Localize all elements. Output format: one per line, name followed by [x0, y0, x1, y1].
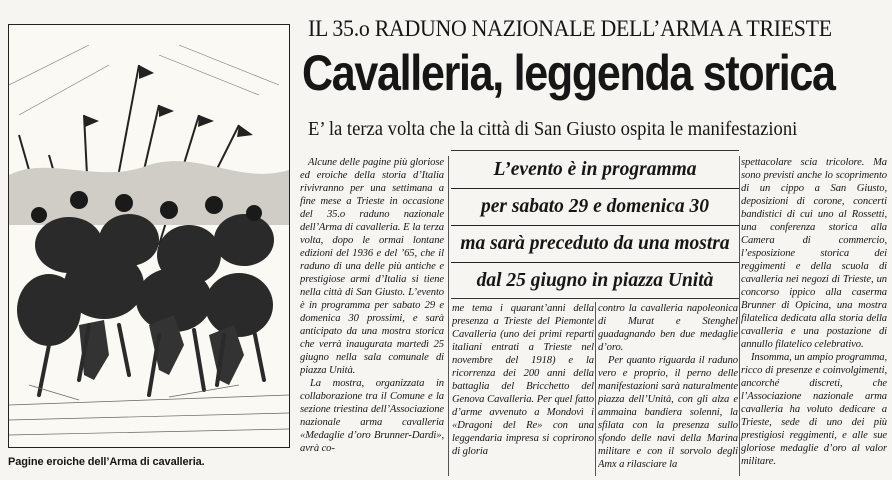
- highlight-bottom-rule: [451, 298, 739, 299]
- pull-quote-line: ma sarà preceduto da una mostra: [451, 226, 739, 263]
- article-column-4: [741, 156, 887, 480]
- column-paragraph: me tema i quarant’anni della presenza a Trieste del Piemonte Cavalleria (uno dei primi reparti italiani entrati a Trieste nel novembre del 1918) e la ricorrenza dei 200 anni della battaglia del Bricchetto del Genova Cavalleria. Per quel fatto d’arme avvenuto a Mondovì i «Dragoni del Re» con una leggendaria impresa si coprirono di gloria: [452, 303, 594, 457]
- column-paragraph: La mostra, organizzata in collaborazione tra il Comune e la sezione triestina dell’Associazione nazionale arma cavalleria «Medaglie d’oro Brunner-Dardi», avrà co-: [300, 378, 444, 454]
- pull-quote-line: dal 25 giugno in piazza Unità: [476, 270, 714, 291]
- pull-quote-box: [451, 152, 739, 298]
- photo-caption: Pagine eroiche dell’Arma di cavalleria.: [8, 456, 205, 468]
- column-divider: [739, 156, 740, 476]
- pull-quote-line: per sabato 29 e domenica 30: [451, 189, 739, 226]
- cavalry-charge-drawing: [9, 25, 289, 447]
- article-column-1: [300, 156, 444, 480]
- column-divider: [595, 302, 596, 476]
- article-column-2: [452, 302, 594, 480]
- article-column-3: [598, 302, 738, 480]
- column-paragraph: Insomma, un ampio programma, ricco di presenze e coinvolgimenti, ancorché discreti, che l’Associazione nazionale arma cavalleria ha voluto dedicare a Trieste, sede di uno dei più prestigiosi reggimenti, e alle sue gloriose medaglie d’oro al valor militare.: [741, 352, 887, 467]
- column-paragraph: Alcune delle pagine più gloriose ed eroiche della storia d’Italia rivivranno per una settimana a fine mese a Trieste in occasione del 35.o raduno nazionale dell’Arma di cavalleria. E la terza volta, dopo le ormai lontane edizioni del 1936 e del ’65, che il raduno di una delle più antiche e prestigiose armi d’Italia si tiene nella città di San Giusto. L’evento è in programma per sabato 29 e domenica 30 prossimi, e sarà anticipato da una mostra storica che verrà inaugurata martedì 25 giugno nella sala comunale di piazza Unità.: [300, 157, 444, 376]
- article-headline: Cavalleria, leggenda storica: [302, 45, 835, 101]
- column-paragraph: spettacolare scia tricolore. Ma sono previsti anche lo scoprimento di un cippo a San Giusto, deposizioni di corone, concerti bandistici di cui uno al Rossetti, una conferenza storica alla Camera di commercio, l’esposizione storica dei reggimenti e della scuola di cavalleria nei negozi di Trieste, un concorso ippico alla caserma Brunner di Opicina, una mostra filatelica dedicata alla storia della cavalleria e una postazione di annullo filatelico celebrativo.: [741, 157, 887, 350]
- article-kicker: IL 35.o RADUNO NAZIONALE DELL’ARMA A TRIESTE: [308, 16, 832, 41]
- column-divider: [448, 156, 449, 476]
- article-deck: E’ la terza volta che la città di San Giusto ospita le manifestazioni: [308, 118, 798, 140]
- column-paragraph: Per quanto riguarda il raduno vero e proprio, il perno delle manifestazioni sarà naturalmente piazza dell’Unità, con gli alza e ammaina bandiera solenni, la sfilata con la presenza sullo sfondo delle navi della Marina militare e con il sorvolo degli Amx a rilasciare la: [598, 355, 738, 470]
- highlight-top-rule: [451, 150, 739, 151]
- column-paragraph: contro la cavalleria napoleonica di Murat e Stenghel guadagnando ben due medaglie d’oro.: [598, 303, 738, 353]
- pull-quote-line: L’evento è in programma: [451, 152, 739, 189]
- cavalry-illustration: [8, 24, 290, 448]
